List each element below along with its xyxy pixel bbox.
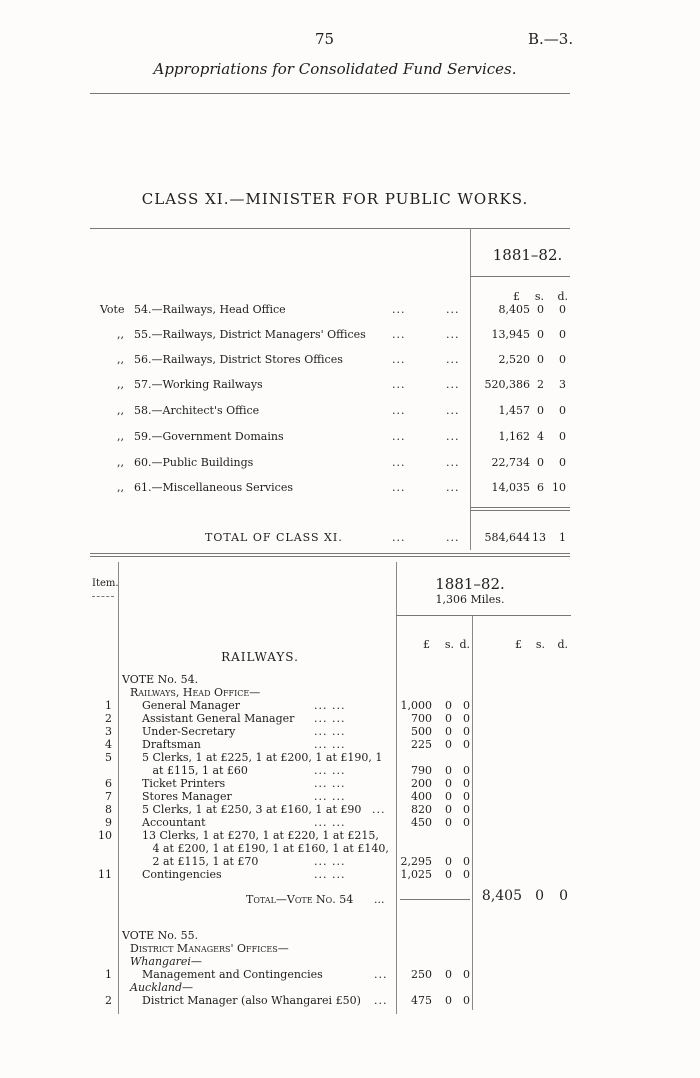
amount-pounds: 200 bbox=[411, 777, 432, 790]
summary-year-rule bbox=[470, 276, 570, 277]
total-label: TOTAL OF CLASS XI. bbox=[205, 531, 343, 544]
amount-column-divider bbox=[396, 562, 397, 1014]
pounds-header: £ bbox=[423, 638, 430, 651]
summary-row bbox=[0, 404, 700, 418]
detail-year: 1881–82. bbox=[435, 575, 505, 593]
amount-pence: 0 bbox=[463, 816, 470, 829]
pence-header: d. bbox=[557, 638, 568, 651]
vote-label: 58.—Architect's Office bbox=[134, 404, 260, 417]
vote-prefix: ,, bbox=[117, 353, 124, 366]
amount-shillings: 4 bbox=[537, 430, 544, 443]
vote-label: 55.—Railways, District Managers' Offices bbox=[134, 328, 366, 341]
amount-shillings: 0 bbox=[537, 353, 544, 366]
vote-label: 59.—Government Domains bbox=[134, 430, 284, 443]
district-subheading: Whangarei— bbox=[130, 955, 202, 968]
item-text: 5 Clerks, 1 at £250, 3 at £160, 1 at £90 bbox=[142, 803, 362, 816]
item-column-divider bbox=[118, 562, 119, 1014]
item-text: Assistant General Manager bbox=[142, 712, 295, 725]
document-reference: B.—3. bbox=[528, 30, 574, 48]
summary-total-rule-double bbox=[470, 510, 570, 511]
summary-bottom-rule bbox=[90, 553, 570, 554]
item-number: 8 bbox=[105, 803, 112, 816]
amount-pounds: 500 bbox=[411, 725, 432, 738]
amount-shillings: 0 bbox=[445, 855, 452, 868]
leader-dots: ... bbox=[446, 353, 460, 366]
amount-pence: 0 bbox=[559, 404, 566, 417]
amount-pence: 3 bbox=[559, 378, 566, 391]
item-text: 2 at £115, 1 at £70 bbox=[142, 855, 259, 868]
amount-shillings: 0 bbox=[537, 303, 544, 316]
vote-label: 57.—Working Railways bbox=[134, 378, 263, 391]
pence-header: d. bbox=[459, 638, 470, 651]
amount-pounds: 400 bbox=[411, 790, 432, 803]
amount-shillings: 6 bbox=[537, 481, 544, 494]
amount-shillings: 0 bbox=[445, 803, 452, 816]
amount-shillings: 0 bbox=[445, 790, 452, 803]
amount-pence: 0 bbox=[463, 699, 470, 712]
vote-label: 54.—Railways, Head Office bbox=[134, 303, 286, 316]
amount-pence: 0 bbox=[463, 968, 470, 981]
amount-pounds: 250 bbox=[411, 968, 432, 981]
leader-dots: ... ... bbox=[314, 725, 346, 738]
pence-header: d. bbox=[557, 290, 568, 303]
pounds-header: £ bbox=[513, 290, 520, 303]
amount-pence: 0 bbox=[463, 803, 470, 816]
summary-currency-header bbox=[0, 290, 700, 304]
class-title: CLASS XI.—MINISTER FOR PUBLIC WORKS. bbox=[141, 190, 529, 208]
total-shillings: 13 bbox=[532, 531, 546, 544]
amount-pounds: 700 bbox=[411, 712, 432, 725]
summary-total-row bbox=[0, 531, 700, 545]
leader-dots: ... ... bbox=[314, 699, 346, 712]
vote-prefix: Vote bbox=[100, 303, 125, 316]
amount-pounds: 2,520 bbox=[498, 353, 530, 366]
item-number: 3 bbox=[105, 725, 112, 738]
vote-prefix: ,, bbox=[117, 404, 124, 417]
amount-pounds: 1,025 bbox=[400, 868, 432, 881]
summary-row bbox=[0, 456, 700, 470]
vote-label: 56.—Railways, District Stores Offices bbox=[134, 353, 343, 366]
item-number: 5 bbox=[105, 751, 112, 764]
item-text: 13 Clerks, 1 at £270, 1 at £220, 1 at £215, bbox=[142, 829, 379, 842]
item-text: Accountant bbox=[142, 816, 206, 829]
item-number: 11 bbox=[98, 868, 112, 881]
item-number: 4 bbox=[105, 738, 112, 751]
leader-dots: ... ... bbox=[314, 777, 346, 790]
summary-top-rule bbox=[90, 228, 570, 229]
item-number: 2 bbox=[105, 994, 112, 1007]
amount-shillings: 0 bbox=[445, 777, 452, 790]
amount-pounds: 820 bbox=[411, 803, 432, 816]
vote-label: VOTE No. 54. bbox=[122, 673, 199, 686]
summary-bottom-rule-double bbox=[90, 556, 570, 557]
vote-prefix: ,, bbox=[117, 430, 124, 443]
amount-pounds: 450 bbox=[411, 816, 432, 829]
shillings-header: s. bbox=[535, 638, 545, 651]
pounds-header: £ bbox=[515, 638, 522, 651]
amount-shillings: 0 bbox=[445, 764, 452, 777]
amount-pounds: 22,734 bbox=[491, 456, 530, 469]
item-number: 2 bbox=[105, 712, 112, 725]
summary-row bbox=[0, 303, 700, 317]
item-text: Stores Manager bbox=[142, 790, 232, 803]
leader-dots: ... bbox=[446, 456, 460, 469]
leader-dots: ... bbox=[392, 430, 406, 443]
shillings-header: s. bbox=[534, 290, 544, 303]
summary-row bbox=[0, 328, 700, 342]
vote-prefix: ,, bbox=[117, 481, 124, 494]
amount-shillings: 0 bbox=[445, 994, 452, 1007]
amount-pence: 0 bbox=[559, 456, 566, 469]
amount-pounds: 1,457 bbox=[498, 404, 530, 417]
leader-dots: ... bbox=[446, 303, 460, 316]
item-number: 9 bbox=[105, 816, 112, 829]
leader-dots: ... ... bbox=[314, 868, 346, 881]
subtotal-column-divider bbox=[472, 615, 473, 1010]
amount-pounds: 13,945 bbox=[491, 328, 530, 341]
leader-dots: ... ... bbox=[314, 816, 346, 829]
item-text: District Manager (also Whangarei £50) bbox=[142, 994, 361, 1007]
vote-prefix: ,, bbox=[117, 378, 124, 391]
amount-pounds: 790 bbox=[411, 764, 432, 777]
vote-prefix: ,, bbox=[117, 328, 124, 341]
summary-total-rule bbox=[470, 507, 570, 508]
item-text: 4 at £200, 1 at £190, 1 at £160, 1 at £140, bbox=[142, 842, 389, 855]
vote-total-pounds: 8,405 bbox=[481, 888, 522, 904]
leader-dots: ... bbox=[392, 531, 406, 544]
summary-year: 1881–82. bbox=[492, 246, 563, 264]
amount-shillings: 0 bbox=[445, 816, 452, 829]
amount-pence: 0 bbox=[463, 868, 470, 881]
total-pence: 1 bbox=[559, 531, 566, 544]
leader-dots: ... bbox=[392, 303, 406, 316]
amount-shillings: 0 bbox=[537, 456, 544, 469]
shillings-header: s. bbox=[444, 638, 454, 651]
amount-shillings: 0 bbox=[445, 968, 452, 981]
section-title: RAILWAYS. bbox=[221, 650, 299, 664]
amount-shillings: 0 bbox=[445, 699, 452, 712]
page-subtitle: Appropriations for Consolidated Fund Services. bbox=[153, 60, 517, 78]
leader-dots: ... bbox=[392, 378, 406, 391]
leader-dots: ... ... bbox=[314, 712, 346, 725]
item-text: 5 Clerks, 1 at £225, 1 at £200, 1 at £190, 1 bbox=[142, 751, 383, 764]
amount-shillings: 0 bbox=[537, 404, 544, 417]
item-text: Draftsman bbox=[142, 738, 201, 751]
summary-row bbox=[0, 481, 700, 495]
amount-shillings: 0 bbox=[445, 738, 452, 751]
detail-miles: 1,306 Miles. bbox=[435, 593, 505, 606]
leader-dots: ... bbox=[374, 893, 385, 906]
leader-dots: ... bbox=[446, 430, 460, 443]
amount-pence: 0 bbox=[559, 430, 566, 443]
header-rule bbox=[90, 93, 570, 94]
amount-pence: 0 bbox=[463, 790, 470, 803]
leader-dots: ... ... bbox=[314, 738, 346, 751]
amount-pence: 0 bbox=[559, 303, 566, 316]
vote-prefix: ,, bbox=[117, 456, 124, 469]
item-text: Management and Contingencies bbox=[142, 968, 323, 981]
item-text: Ticket Printers bbox=[142, 777, 226, 790]
leader-dots: ... bbox=[374, 968, 388, 981]
amount-pence: 0 bbox=[463, 764, 470, 777]
vote-total-label: Total—Vote No. 54 bbox=[246, 893, 354, 906]
amount-pence: 0 bbox=[463, 777, 470, 790]
item-number: 6 bbox=[105, 777, 112, 790]
leader-dots: ... bbox=[446, 531, 460, 544]
amount-pence: 0 bbox=[463, 855, 470, 868]
amount-pounds: 225 bbox=[411, 738, 432, 751]
amount-shillings: 0 bbox=[537, 328, 544, 341]
item-header-underline bbox=[92, 596, 114, 597]
detail-year-rule bbox=[396, 615, 571, 616]
vote-label: VOTE No. 55. bbox=[122, 929, 199, 942]
amount-pence: 0 bbox=[463, 725, 470, 738]
leader-dots: ... bbox=[446, 328, 460, 341]
amount-pence: 0 bbox=[559, 353, 566, 366]
amount-shillings: 0 bbox=[445, 725, 452, 738]
leader-dots: ... ... bbox=[314, 790, 346, 803]
vote-total-rule bbox=[400, 899, 470, 900]
amount-pounds: 14,035 bbox=[491, 481, 530, 494]
item-text: Contingencies bbox=[142, 868, 222, 881]
amount-pounds: 1,000 bbox=[400, 699, 432, 712]
leader-dots: ... bbox=[392, 353, 406, 366]
item-number: 10 bbox=[98, 829, 112, 842]
amount-pounds: 1,162 bbox=[498, 430, 530, 443]
summary-row bbox=[0, 353, 700, 367]
leader-dots: ... bbox=[392, 456, 406, 469]
leader-dots: ... bbox=[374, 994, 388, 1007]
amount-pence: 0 bbox=[463, 738, 470, 751]
total-pounds: 584,644 bbox=[484, 531, 530, 544]
amount-shillings: 0 bbox=[445, 868, 452, 881]
amount-pounds: 475 bbox=[411, 994, 432, 1007]
leader-dots: ... bbox=[392, 404, 406, 417]
item-number: 1 bbox=[105, 968, 112, 981]
amount-pence: 0 bbox=[463, 994, 470, 1007]
leader-dots: ... bbox=[446, 378, 460, 391]
leader-dots: ... bbox=[446, 404, 460, 417]
vote-label: 60.—Public Buildings bbox=[134, 456, 254, 469]
vote-heading: Railways, Head Office— bbox=[130, 686, 261, 699]
amount-shillings: 0 bbox=[445, 712, 452, 725]
item-number: 7 bbox=[105, 790, 112, 803]
amount-pounds: 520,386 bbox=[484, 378, 530, 391]
page-number: 75 bbox=[315, 30, 335, 48]
leader-dots: ... ... bbox=[314, 764, 346, 777]
amount-pounds: 8,405 bbox=[498, 303, 530, 316]
leader-dots: ... bbox=[372, 803, 386, 816]
amount-pence: 0 bbox=[559, 328, 566, 341]
amount-pounds: 2,295 bbox=[400, 855, 432, 868]
leader-dots: ... bbox=[446, 481, 460, 494]
vote-total-shillings: 0 bbox=[535, 888, 544, 904]
vote-total-pence: 0 bbox=[559, 888, 568, 904]
summary-row bbox=[0, 430, 700, 444]
item-number: 1 bbox=[105, 699, 112, 712]
summary-row bbox=[0, 378, 700, 392]
amount-shillings: 2 bbox=[537, 378, 544, 391]
item-text: at £115, 1 at £60 bbox=[142, 764, 248, 777]
leader-dots: ... ... bbox=[314, 855, 346, 868]
leader-dots: ... bbox=[392, 481, 406, 494]
district-subheading: Auckland— bbox=[130, 981, 194, 994]
amount-pence: 10 bbox=[552, 481, 566, 494]
item-text: General Manager bbox=[142, 699, 240, 712]
item-text: Under-Secretary bbox=[142, 725, 236, 738]
vote-label: 61.—Miscellaneous Services bbox=[134, 481, 293, 494]
vote-heading: District Managers' Offices— bbox=[130, 942, 289, 955]
leader-dots: ... bbox=[392, 328, 406, 341]
item-column-header: Item. bbox=[92, 578, 119, 589]
amount-pence: 0 bbox=[463, 712, 470, 725]
